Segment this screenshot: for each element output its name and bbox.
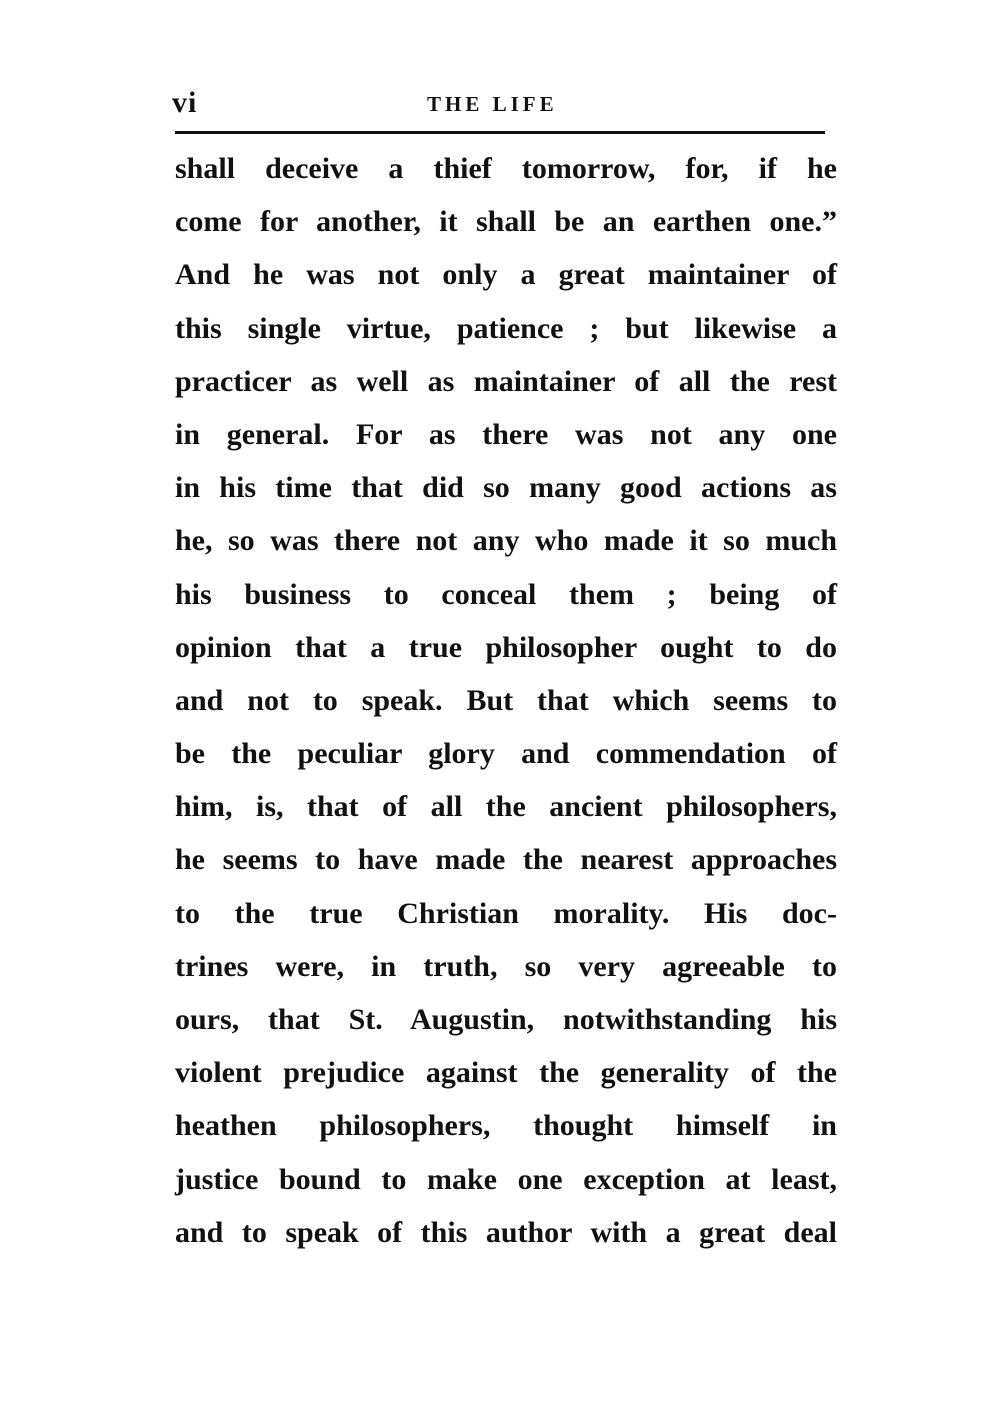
text-line: justice bound to make one exception at least,	[175, 1162, 837, 1196]
text-line: And he was not only a great maintainer of	[175, 258, 837, 292]
text-line: heathen philosophers, thought himself in	[175, 1109, 837, 1143]
text-line: violent prejudice against the generality of the	[175, 1056, 837, 1090]
text-line: this single virtue, patience ; but likewise a	[175, 311, 837, 345]
text-line: his business to conceal them ; being of	[175, 577, 837, 611]
running-head	[172, 86, 828, 126]
header-rule	[175, 131, 825, 134]
body-text	[175, 142, 837, 1259]
text-line: he seems to have made the nearest approaches	[175, 843, 837, 877]
running-title: THE LIFE	[427, 92, 558, 116]
text-line: and not to speak. But that which seems to	[175, 683, 837, 717]
text-line: be the peculiar glory and commendation of	[175, 737, 837, 771]
text-line: him, is, that of all the ancient philosophers,	[175, 790, 837, 824]
text-line: opinion that a true philosopher ought to do	[175, 630, 837, 664]
text-line: come for another, it shall be an earthen one.”	[175, 205, 837, 239]
text-line: in his time that did so many good actions as	[175, 471, 837, 505]
text-line: to the true Christian morality. His doc-	[175, 896, 837, 930]
text-line: shall deceive a thief tomorrow, for, if he	[175, 152, 837, 185]
text-line: practicer as well as maintainer of all the rest	[175, 364, 837, 398]
text-line: and to speak of this author with a great deal	[175, 1215, 837, 1249]
text-line: in general. For as there was not any one	[175, 417, 837, 451]
text-line: he, so was there not any who made it so much	[175, 524, 837, 558]
text-line: ours, that St. Augustin, notwithstanding his	[175, 1003, 837, 1036]
text-line: trines were, in truth, so very agreeable to	[175, 949, 837, 983]
page-number: vi	[172, 86, 198, 119]
